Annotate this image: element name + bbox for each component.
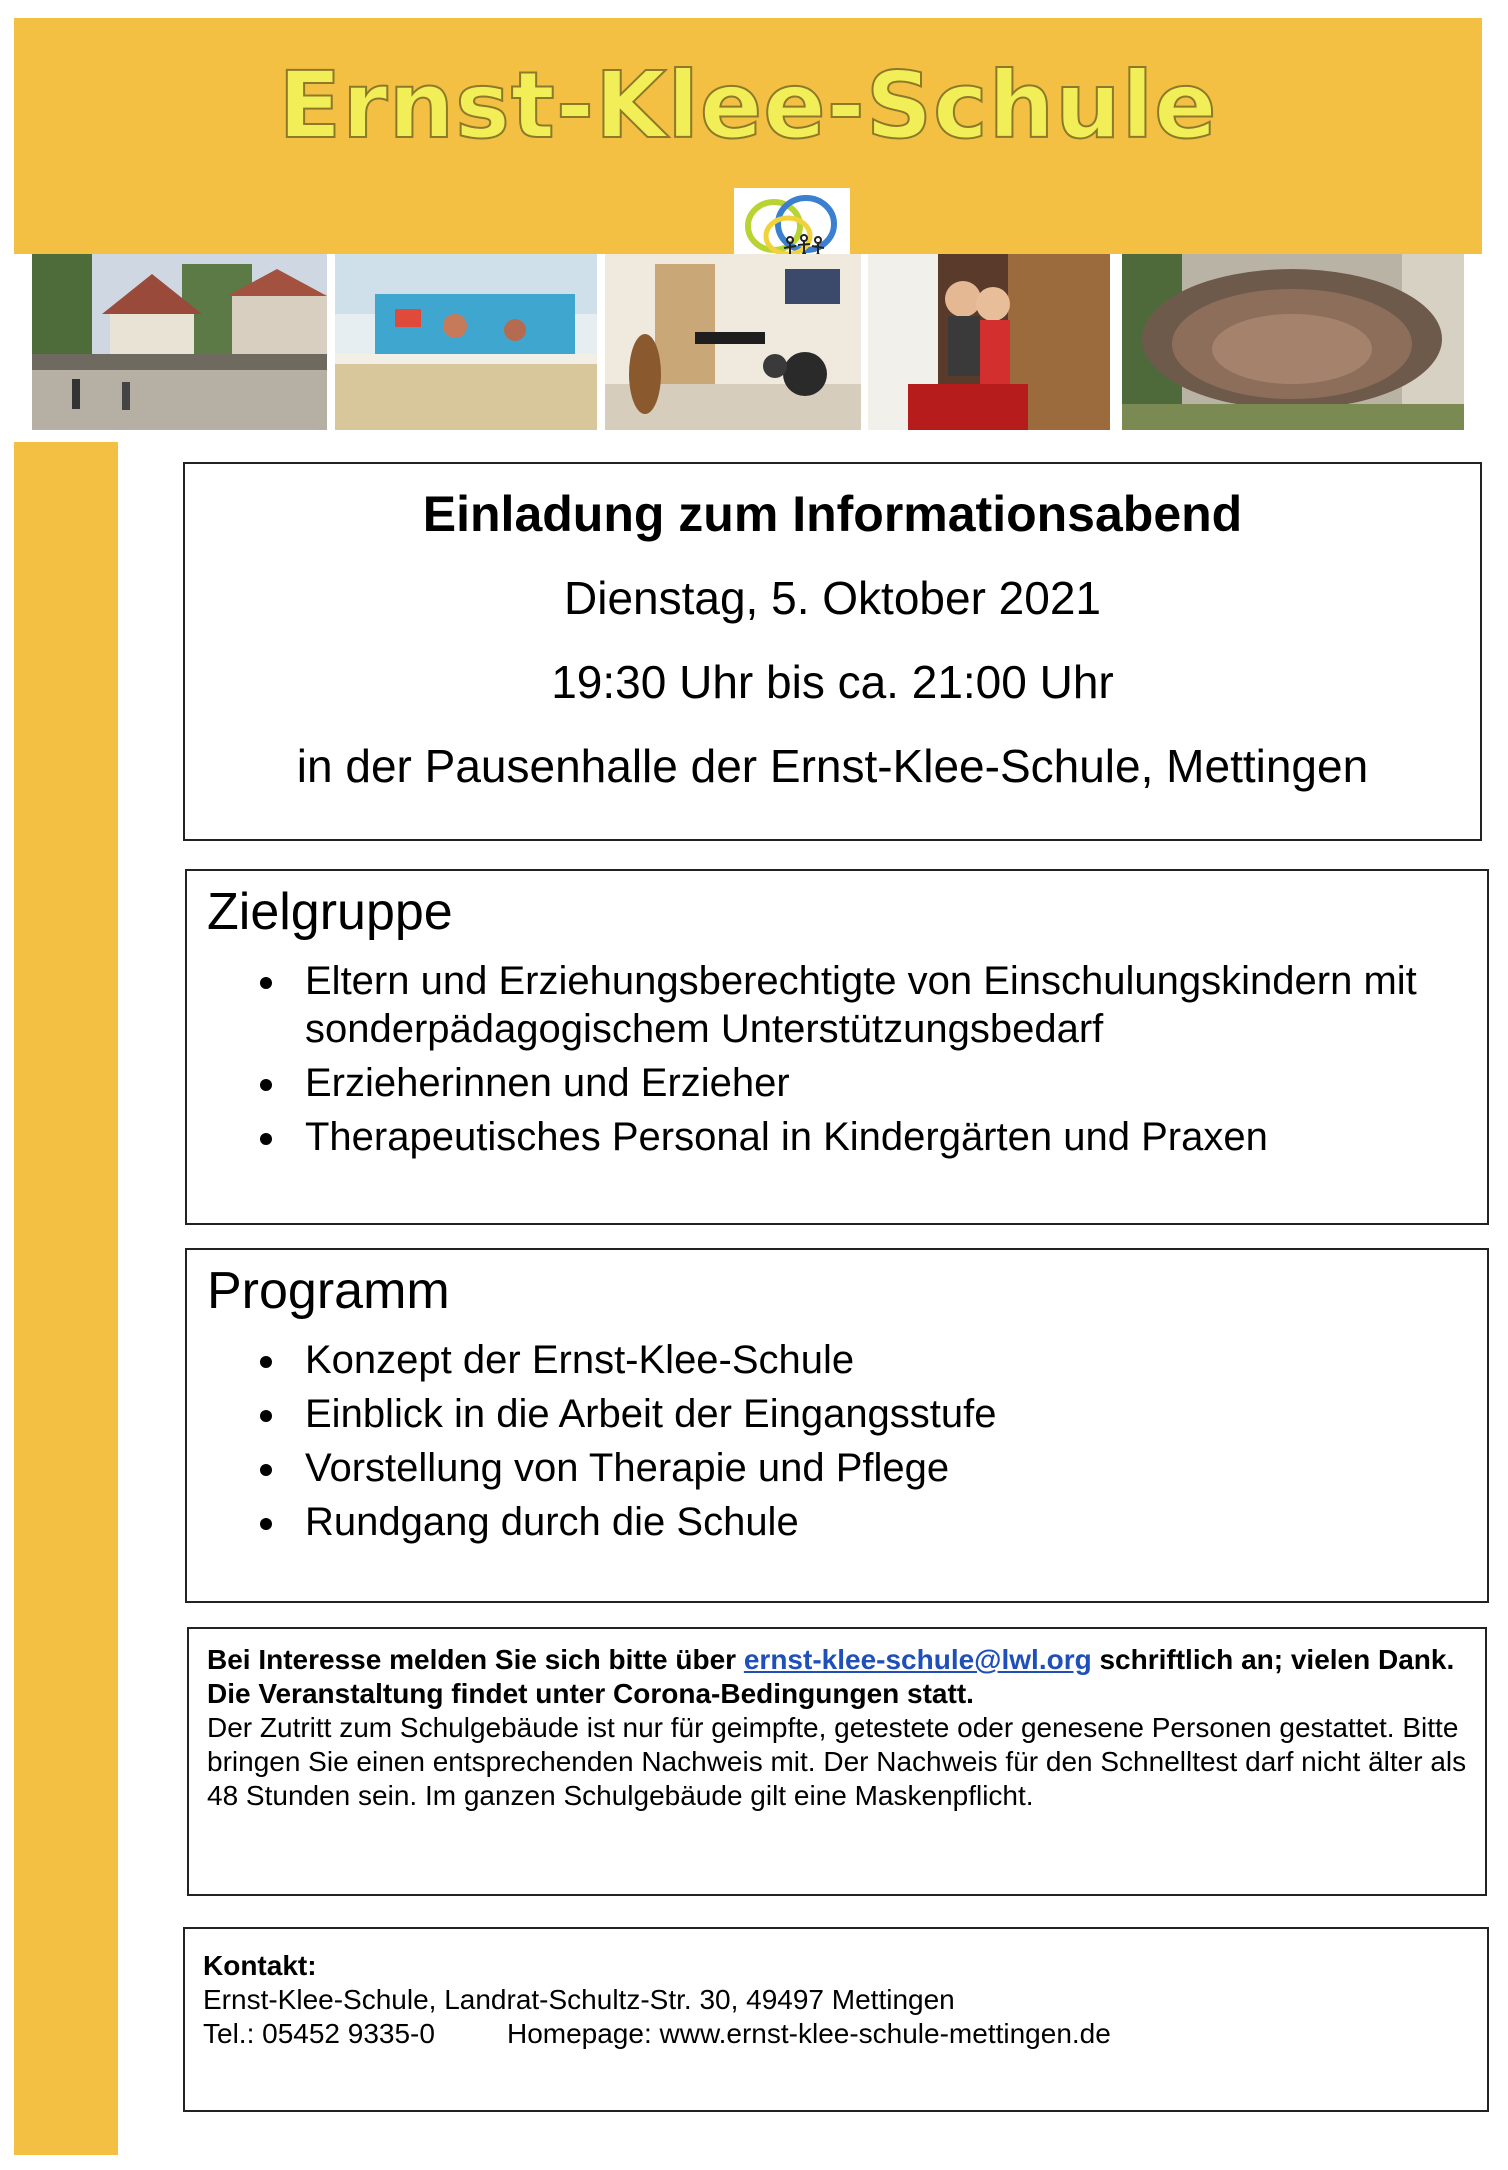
header-banner bbox=[14, 18, 1482, 254]
swimming-pool-photo bbox=[335, 254, 597, 430]
programm-list bbox=[187, 1336, 1487, 1546]
group-photo bbox=[1122, 254, 1464, 430]
school-building-photo bbox=[32, 254, 327, 430]
side-accent-bar bbox=[14, 442, 118, 2155]
contact-phone: Tel.: 05452 9335-0 bbox=[203, 2018, 435, 2049]
list-item: Vorstellung von Therapie und Pflege bbox=[305, 1444, 1487, 1492]
zielgruppe-heading: Zielgruppe bbox=[207, 883, 453, 941]
registration-text-start: Bei Interesse melden Sie sich bitte über bbox=[207, 1644, 744, 1675]
event-time: 19:30 Uhr bis ca. 21:00 Uhr bbox=[551, 656, 1114, 708]
zielgruppe-list bbox=[187, 957, 1487, 1161]
registration-request bbox=[207, 1643, 1467, 1711]
registration-text-end: schriftlich an; vielen Dank. Die Veranstaltung findet unter Corona-Bedingungen statt. bbox=[207, 1644, 1455, 1709]
music-room-photo bbox=[605, 254, 861, 430]
email-link[interactable]: ernst-klee-schule@lwl.org bbox=[743, 1644, 1092, 1675]
programm-heading: Programm bbox=[207, 1262, 450, 1320]
contact-label: Kontakt: bbox=[203, 1950, 317, 1981]
list-item: Therapeutisches Personal in Kindergärten und Praxen bbox=[305, 1113, 1487, 1161]
list-item: Einblick in die Arbeit der Eingangsstufe bbox=[305, 1390, 1487, 1438]
children-photo bbox=[868, 254, 1110, 430]
registration-notice bbox=[187, 1627, 1487, 1896]
programm-box bbox=[185, 1248, 1489, 1603]
event-date: Dienstag, 5. Oktober 2021 bbox=[564, 572, 1101, 624]
invitation-title: Einladung zum Informationsabend bbox=[422, 486, 1243, 542]
corona-rules-text: Der Zutritt zum Schulgebäude ist nur für geimpfte, getestete oder genesene Personen gestattet. Bitte bringen Sie einen entsprechenden Nachweis mit. Der Nachweis für den Schnelltest darf nicht älter als 48 Stunden sein. Im ganzen Schulgebäude gilt eine Maskenpflicht. bbox=[207, 1712, 1467, 1811]
list-item: Konzept der Ernst-Klee-Schule bbox=[305, 1336, 1487, 1384]
contact-address: Ernst-Klee-Schule, Landrat-Schultz-Str. 30, 49497 Mettingen bbox=[203, 1984, 955, 2015]
contact-homepage: Homepage: www.ernst-klee-schule-mettingen.de bbox=[506, 2018, 1111, 2049]
invitation-box bbox=[183, 462, 1482, 841]
zielgruppe-box bbox=[185, 869, 1489, 1225]
school-title: Ernst-Klee-Schule bbox=[278, 52, 1218, 159]
event-location: in der Pausenhalle der Ernst-Klee-Schule, Mettingen bbox=[296, 740, 1369, 792]
list-item: Eltern und Erziehungsberechtigte von Einschulungskindern mit sonderpädagogischem Unterstützungsbedarf bbox=[305, 957, 1487, 1053]
list-item: Rundgang durch die Schule bbox=[305, 1498, 1487, 1546]
list-item: Erzieherinnen und Erzieher bbox=[305, 1059, 1487, 1107]
contact-box bbox=[183, 1927, 1489, 2112]
